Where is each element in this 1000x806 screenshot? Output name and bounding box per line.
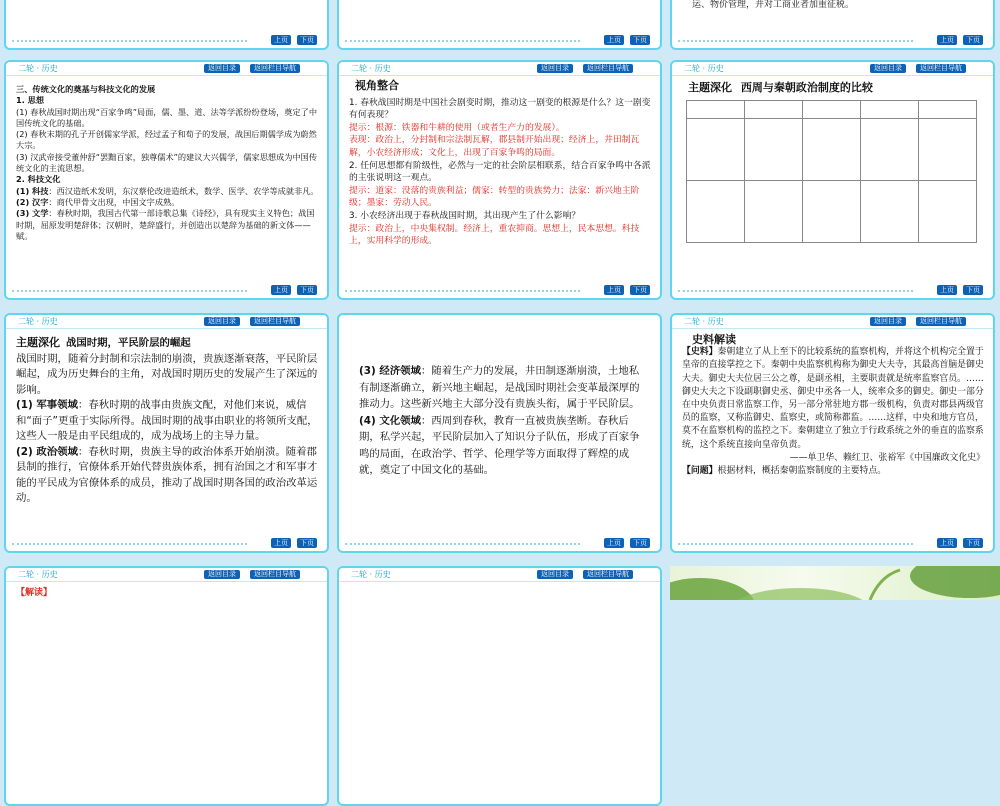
slide-header (339, 568, 660, 582)
breadcrumb: 二轮 · 历史 (351, 64, 391, 73)
slide-tag: 主题深化 (688, 81, 732, 94)
prev-page-button[interactable]: 上页 (937, 35, 957, 45)
slide-footer (6, 535, 327, 551)
next-page-button[interactable]: 下页 (963, 538, 983, 548)
back-to-section-button[interactable]: 返回栏目导航 (583, 64, 633, 73)
next-page-button[interactable]: 下页 (630, 285, 650, 295)
back-to-contents-button[interactable]: 返回目录 (204, 317, 240, 326)
slide-header (6, 568, 327, 582)
back-to-section-button[interactable]: 返回栏目导航 (250, 64, 300, 73)
lotus-leaf-icon (670, 566, 1000, 600)
slide-header (6, 315, 327, 329)
breadcrumb: 二轮 · 历史 (684, 64, 724, 73)
breadcrumb: 二轮 · 历史 (684, 317, 724, 326)
slide-header (6, 62, 327, 76)
slide-culture-tech (4, 60, 329, 300)
breadcrumb: 二轮 · 历史 (351, 570, 391, 579)
slide-bottom-mid (337, 566, 662, 806)
next-page-button[interactable]: 下页 (297, 538, 317, 548)
slide-body (688, 82, 985, 96)
prev-page-button[interactable]: 上页 (604, 538, 624, 548)
back-to-section-button[interactable]: 返回栏目导航 (916, 317, 966, 326)
slide-footer (339, 282, 660, 298)
slide-bottom-left (4, 566, 329, 806)
slide-header (339, 62, 660, 76)
slide-tag: 【解读】 (16, 588, 53, 598)
slide-top-mid (337, 0, 662, 50)
slide-footer (339, 32, 660, 48)
breadcrumb: 二轮 · 历史 (18, 570, 58, 579)
next-page-button[interactable]: 下页 (963, 35, 983, 45)
next-page-button[interactable]: 下页 (297, 285, 317, 295)
slide-title: 视角整合 (355, 79, 399, 92)
back-to-section-button[interactable]: 返回栏目导航 (250, 570, 300, 579)
slide-footer (672, 32, 993, 48)
prev-page-button[interactable]: 上页 (937, 538, 957, 548)
slide-top-left (4, 0, 329, 50)
slide-title: 史料解读 (692, 333, 736, 346)
slide-commoners-rise-cont (337, 313, 662, 553)
slide-footer (672, 535, 993, 551)
breadcrumb: 二轮 · 历史 (18, 317, 58, 326)
slide-footer (6, 282, 327, 298)
slide-top-right (670, 0, 995, 50)
slide-body: 视角整合 1. 春秋战国时期是中国社会剧变时期，推动这一剧变的根源是什么？这一剧变有何表现？ 提示：根源：铁器和牛耕的使用（或者生产力的发展）。 表现：政治上，分封制和宗法制瓦解，郡县制开始出现；经济上，井田制瓦解，小农经济形成；文化上，出现了百家争鸣的局面。 2. 任何思想都有阶级性，必然与一定的社会阶层相联系，结合百家争鸣中各派的主张说明这一观点。 提示：道家：没落的贵族利益；儒家：转型的贵族势力；法家：新兴地主阶级；墨家：劳动人民。 3. 小农经济出现于春秋战国时期，其出现产生了什么影响？ 提示：政治上，中央集权制。经济上，重农抑商。思想上，民本思想。科技上，实用科学的形成。 (349, 79, 651, 247)
slide-body: 史料解读 【史料】秦朝建立了从上至下的比较系统的监察机构，并将这个机构完全置于皇帝的直接掌控之下。秦朝中央监察机构称为御史大夫寺，其最高首脑是御史大夫。御史大夫位居三公之尊，是副丞相，主要职责就是统率监察官员。……御史大夫之下设副职御史丞、御史中丞各一人，统率众多的御史。御史一部分在中央负责日常监察工作，另一部分常驻地方郡一级机构，负责对郡县两级官员的监察，又称监御史、监察史，或简称都监。……这样，中央和地方官员，莫不在监察机构的监控之下。秦朝建立了独立于行政系统之外的垂直的监察系统，这个系统直接向皇帝负责。 ——单卫华、赖红卫、张裕军《中国廉政文化史》 【问题】根据材料，概括秦朝监察制度的主要特点。 (682, 333, 985, 477)
prev-page-button[interactable]: 上页 (271, 285, 291, 295)
slide-body: 三、传统文化的奠基与科技文化的发展 1. 思想 (1) 春秋战国时期出现“百家争鸣”局面，儒、墨、道、法等学派纷纷登场，奠定了中国传统文化的基础。 (2) 春秋末期的孔子开创儒家学派，经过孟子和荀子的发展，战国后期儒学成为蔚然大宗。 (3) 汉武帝接受董仲舒“罢黜百家，独尊儒术”的建议大兴儒学，儒家思想成为中国传统文化的主流思想。 2. 科技文化 (1) 科技：西汉造纸术发明，东汉蔡伦改进造纸术，数学、医学、农学等成就非凡。 (2) 汉字：商代甲骨文出现，中国文字成熟。 (3) 文学：春秋时期，我国古代第一部诗歌总集《诗经》，具有现实主义特色；战国时期，屈原发明楚辞体；汉朝时，楚辞盛行，并创造出以楚辞为基础的新文体——赋。 (16, 84, 319, 241)
next-page-button[interactable]: 下页 (630, 35, 650, 45)
back-to-contents-button[interactable]: 返回目录 (537, 570, 573, 579)
prev-page-button[interactable]: 上页 (271, 538, 291, 548)
prev-page-button[interactable]: 上页 (937, 285, 957, 295)
breadcrumb: 二轮 · 历史 (18, 64, 58, 73)
next-page-button[interactable]: 下页 (963, 285, 983, 295)
next-page-button[interactable]: 下页 (297, 35, 317, 45)
prev-page-button[interactable]: 上页 (604, 35, 624, 45)
back-to-contents-button[interactable]: 返回目录 (870, 317, 906, 326)
slide-footer (6, 32, 327, 48)
back-to-section-button[interactable]: 返回栏目导航 (250, 317, 300, 326)
comparison-table (686, 100, 977, 243)
back-to-section-button[interactable]: 返回栏目导航 (916, 64, 966, 73)
slide-header (672, 62, 993, 76)
slide-body: (3) 经济领域：随着生产力的发展，井田制逐渐崩溃，土地私有制逐渐确立，新兴地主崛起，是战国时期社会变革最深厚的推动力。这些新兴地主大部分没有贵族头衔，属于平民阶层。 (4) 文化领域：西周到春秋，教育一直被贵族垄断。春秋后期，私学兴起，平民阶层加入了知识分子队伍，形成了百家争鸣的局面，在政治学、哲学、伦理学等方面取得了辉煌的成就，奠定了中国文化的基础。 (359, 365, 640, 476)
back-to-section-button[interactable]: 返回栏目导航 (583, 570, 633, 579)
back-to-contents-button[interactable]: 返回目录 (204, 570, 240, 579)
prev-page-button[interactable]: 上页 (604, 285, 624, 295)
back-to-contents-button[interactable]: 返回目录 (870, 64, 906, 73)
slide-text: 运、物价管理，并对工商业者加重征税。 (692, 0, 855, 10)
prev-page-button[interactable]: 上页 (271, 35, 291, 45)
slide-footer (672, 282, 993, 298)
back-to-contents-button[interactable]: 返回目录 (204, 64, 240, 73)
slide-comparison (670, 60, 995, 300)
slide-perspective (337, 60, 662, 300)
slide-header (672, 315, 993, 329)
slide-body: 主题深化 战国时期，平民阶层的崛起 战国时期，随着分封制和宗法制的崩溃，贵族逐渐衰落，平民阶层崛起，成为历史舞台的主角，对战国时期历史的发展产生了深远的影响。 (1) 军事领域：春秋时期的战事由贵族文配，对他们来说，威信和“面子”更重于实际所得。战国时期的战事由职业的将领所支配，这些人一般是由平民组成的，成为战场上的主导力量。 (2) 政治领域：春秋时期，贵族主导的政治体系开始崩溃。随着郡县制的推行，官僚体系开始代替贵族体系，拥有治国之才和军事才能的平民成为官僚体系的成员，推动了战国时期各国的政治改革运动。 (16, 336, 318, 504)
slide-footer (339, 535, 660, 551)
next-page-button[interactable]: 下页 (630, 538, 650, 548)
slide-source-reading (670, 313, 995, 553)
decorative-lotus-image (670, 566, 1000, 600)
back-to-contents-button[interactable]: 返回目录 (537, 64, 573, 73)
section-heading: 三、传统文化的奠基与科技文化的发展 (16, 84, 156, 94)
slide-commoners-rise (4, 313, 329, 553)
slide-title: 西周与秦朝政治制度的比较 (740, 81, 873, 94)
